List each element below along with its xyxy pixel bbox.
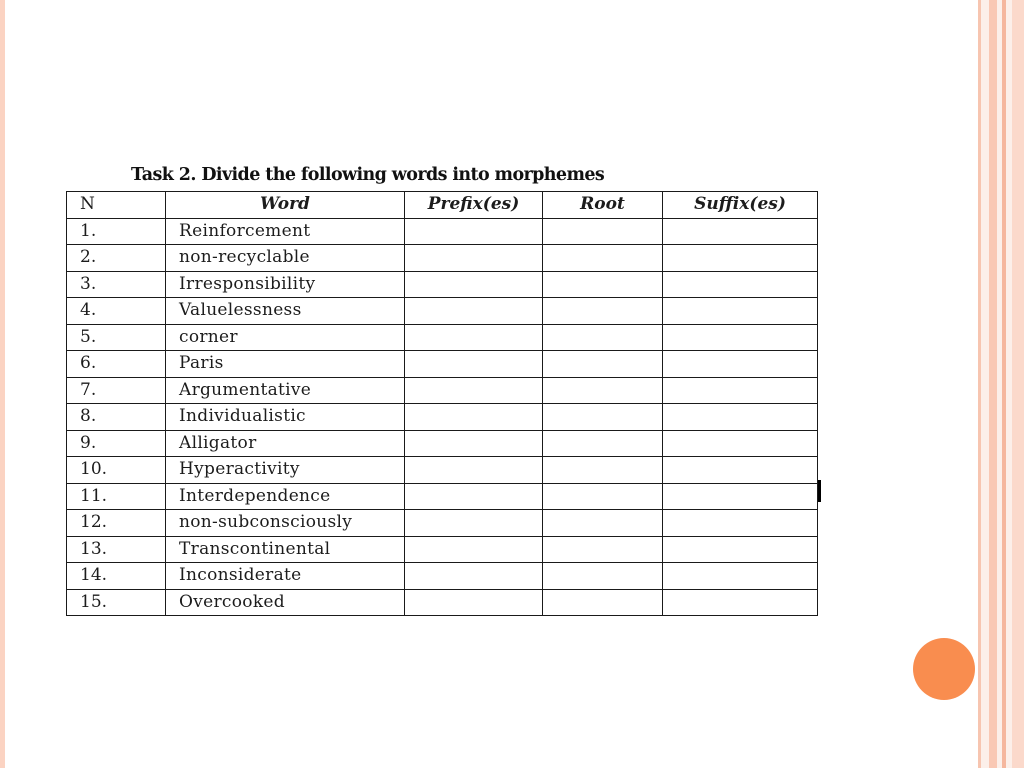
row-word: Paris — [166, 351, 405, 378]
table-row — [67, 589, 818, 616]
text-cursor — [818, 480, 821, 502]
row-word: corner — [166, 324, 405, 351]
frame-stripe — [1012, 0, 1024, 768]
prefix-cell — [405, 510, 543, 537]
prefix-cell — [405, 563, 543, 590]
suffix-cell — [663, 377, 818, 404]
suffix-cell — [663, 510, 818, 537]
row-number: 7. — [67, 377, 166, 404]
row-number: 2. — [67, 245, 166, 272]
root-cell — [543, 245, 663, 272]
prefix-cell — [405, 377, 543, 404]
prefix-cell — [405, 324, 543, 351]
root-cell — [543, 457, 663, 484]
root-cell — [543, 404, 663, 431]
prefix-cell — [405, 404, 543, 431]
root-cell — [543, 563, 663, 590]
prefix-cell — [405, 536, 543, 563]
prefix-cell — [405, 483, 543, 510]
table-header-row — [67, 192, 818, 219]
decorative-circle — [913, 638, 975, 700]
header-word: Word — [166, 192, 405, 219]
table-row — [67, 404, 818, 431]
row-word: Overcooked — [166, 589, 405, 616]
root-cell — [543, 536, 663, 563]
prefix-cell — [405, 245, 543, 272]
task-title: Task 2. Divide the following words into morphemes — [131, 165, 605, 185]
slide-frame-left — [0, 0, 5, 768]
root-cell — [543, 324, 663, 351]
suffix-cell — [663, 483, 818, 510]
row-number: 14. — [67, 563, 166, 590]
row-word: Inconsiderate — [166, 563, 405, 590]
row-number: 3. — [67, 271, 166, 298]
header-root: Root — [543, 192, 663, 219]
suffix-cell — [663, 218, 818, 245]
header-n: N — [67, 192, 166, 219]
table-row — [67, 483, 818, 510]
table-row — [67, 298, 818, 325]
row-number: 13. — [67, 536, 166, 563]
row-number: 8. — [67, 404, 166, 431]
suffix-cell — [663, 271, 818, 298]
suffix-cell — [663, 563, 818, 590]
row-number: 15. — [67, 589, 166, 616]
row-number: 1. — [67, 218, 166, 245]
prefix-cell — [405, 218, 543, 245]
table-row — [67, 271, 818, 298]
root-cell — [543, 430, 663, 457]
row-word: Individualistic — [166, 404, 405, 431]
suffix-cell — [663, 298, 818, 325]
row-word: non-subconsciously — [166, 510, 405, 537]
prefix-cell — [405, 589, 543, 616]
row-number: 12. — [67, 510, 166, 537]
header-suffix: Suffix(es) — [663, 192, 818, 219]
table-row — [67, 218, 818, 245]
row-number: 5. — [67, 324, 166, 351]
root-cell — [543, 483, 663, 510]
suffix-cell — [663, 351, 818, 378]
suffix-cell — [663, 245, 818, 272]
row-word: Interdependence — [166, 483, 405, 510]
table-row — [67, 563, 818, 590]
root-cell — [543, 351, 663, 378]
header-prefix: Prefix(es) — [405, 192, 543, 219]
prefix-cell — [405, 271, 543, 298]
table-row — [67, 351, 818, 378]
suffix-cell — [663, 536, 818, 563]
suffix-cell — [663, 324, 818, 351]
table-row — [67, 536, 818, 563]
root-cell — [543, 271, 663, 298]
root-cell — [543, 510, 663, 537]
suffix-cell — [663, 430, 818, 457]
row-word: Argumentative — [166, 377, 405, 404]
root-cell — [543, 589, 663, 616]
table-row — [67, 245, 818, 272]
prefix-cell — [405, 298, 543, 325]
table-row — [67, 510, 818, 537]
row-number: 9. — [67, 430, 166, 457]
row-word: Irresponsibility — [166, 271, 405, 298]
root-cell — [543, 298, 663, 325]
row-word: non-recyclable — [166, 245, 405, 272]
frame-stripe — [1002, 0, 1006, 768]
frame-stripe — [978, 0, 981, 768]
row-word: Reinforcement — [166, 218, 405, 245]
table-row — [67, 457, 818, 484]
prefix-cell — [405, 351, 543, 378]
row-number: 11. — [67, 483, 166, 510]
row-number: 6. — [67, 351, 166, 378]
root-cell — [543, 218, 663, 245]
row-word: Transcontinental — [166, 536, 405, 563]
row-number: 4. — [67, 298, 166, 325]
row-word: Alligator — [166, 430, 405, 457]
row-word: Valuelessness — [166, 298, 405, 325]
suffix-cell — [663, 589, 818, 616]
suffix-cell — [663, 404, 818, 431]
morpheme-table — [66, 191, 818, 616]
frame-stripe — [989, 0, 997, 768]
table-row — [67, 430, 818, 457]
root-cell — [543, 377, 663, 404]
table-row — [67, 324, 818, 351]
suffix-cell — [663, 457, 818, 484]
row-word: Hyperactivity — [166, 457, 405, 484]
row-number: 10. — [67, 457, 166, 484]
table-row — [67, 377, 818, 404]
prefix-cell — [405, 457, 543, 484]
prefix-cell — [405, 430, 543, 457]
